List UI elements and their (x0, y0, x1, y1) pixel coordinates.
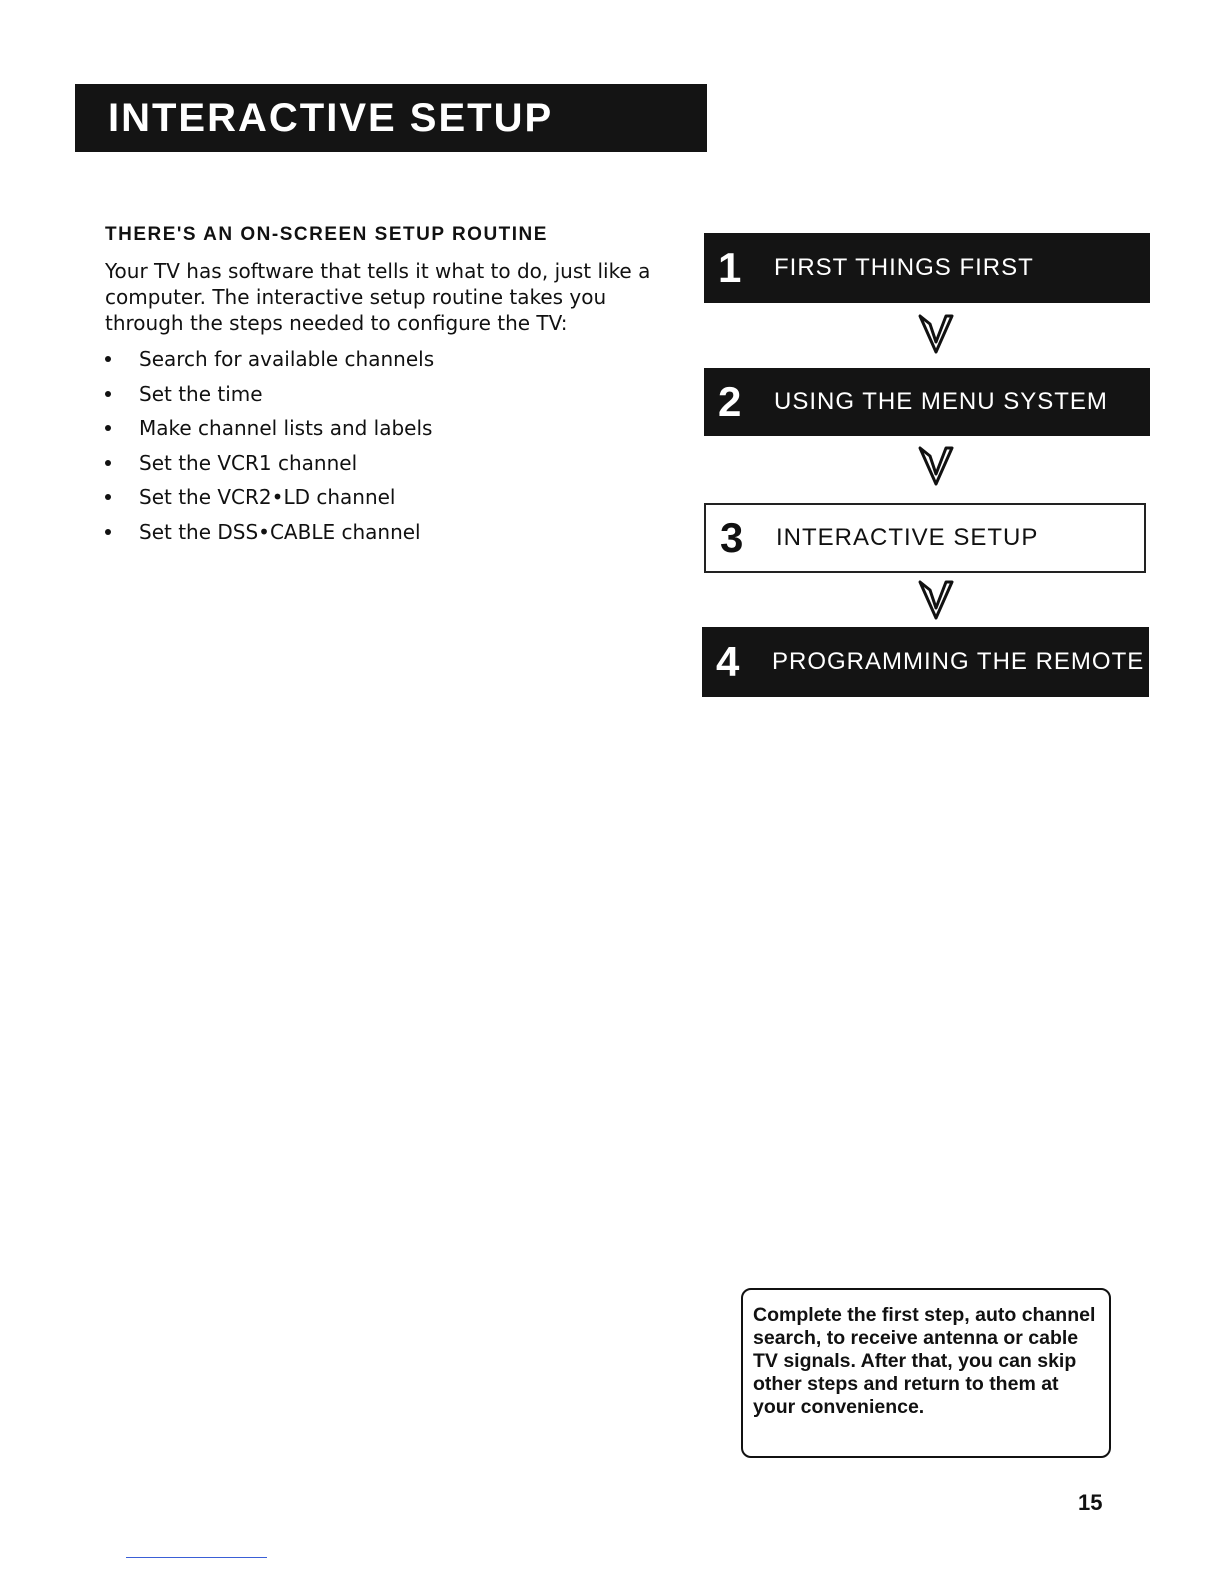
bullet-dot-icon (105, 356, 111, 362)
down-arrow-icon (916, 444, 956, 490)
list-item-text: Search for available channels (139, 347, 435, 371)
down-arrow-icon (916, 312, 956, 358)
step-number: 4 (716, 638, 740, 685)
step-1-box (704, 233, 1150, 303)
list-item-text: Make channel lists and labels (139, 416, 433, 440)
down-arrow-icon (916, 578, 956, 624)
step-label: FIRST THINGS FIRST (774, 254, 1034, 281)
list-item-text: Set the time (139, 381, 263, 406)
list-item-text: Set the VCR1 channel (139, 450, 358, 475)
footer-rule (126, 1557, 267, 1558)
page-title-banner (75, 84, 707, 152)
section-heading: THERE'S AN ON-SCREEN SETUP ROUTINE (105, 224, 548, 245)
list-item (105, 413, 434, 448)
step-4-box (702, 627, 1149, 697)
step-number: 3 (720, 514, 744, 561)
step-label: PROGRAMMING THE REMOTE (772, 648, 1145, 675)
bullet-dot-icon (105, 529, 111, 535)
intro-paragraph: Your TV has software that tells it what to do, just like a computer. The interactive setup routine takes you through the steps needed to configure the TV: (105, 259, 651, 335)
bullet-dot-icon (105, 425, 111, 431)
page-number: 15 (1078, 1490, 1103, 1515)
list-item-text: Set the DSS•CABLE channel (139, 519, 421, 544)
bullet-dot-icon (105, 460, 111, 466)
page-title: INTERACTIVE SETUP (108, 96, 554, 140)
list-item (105, 344, 434, 379)
list-item (105, 517, 434, 552)
step-label: USING THE MENU SYSTEM (774, 388, 1108, 415)
setup-tasks-list (105, 344, 434, 551)
step-number: 2 (718, 378, 742, 425)
bullet-dot-icon (105, 391, 111, 397)
step-3-box (704, 503, 1146, 573)
step-2-box (704, 368, 1150, 436)
bullet-dot-icon (105, 494, 111, 500)
list-item-text: Set the VCR2•LD channel (139, 485, 396, 509)
list-item (105, 448, 434, 483)
list-item (105, 482, 434, 517)
note-box: Complete the first step, auto channel search, to receive antenna or cable TV signals. After that, you can skip other steps and return to them at your convenience. (741, 1288, 1111, 1458)
step-label: INTERACTIVE SETUP (776, 524, 1039, 551)
list-item (105, 379, 434, 414)
step-number: 1 (718, 244, 742, 291)
